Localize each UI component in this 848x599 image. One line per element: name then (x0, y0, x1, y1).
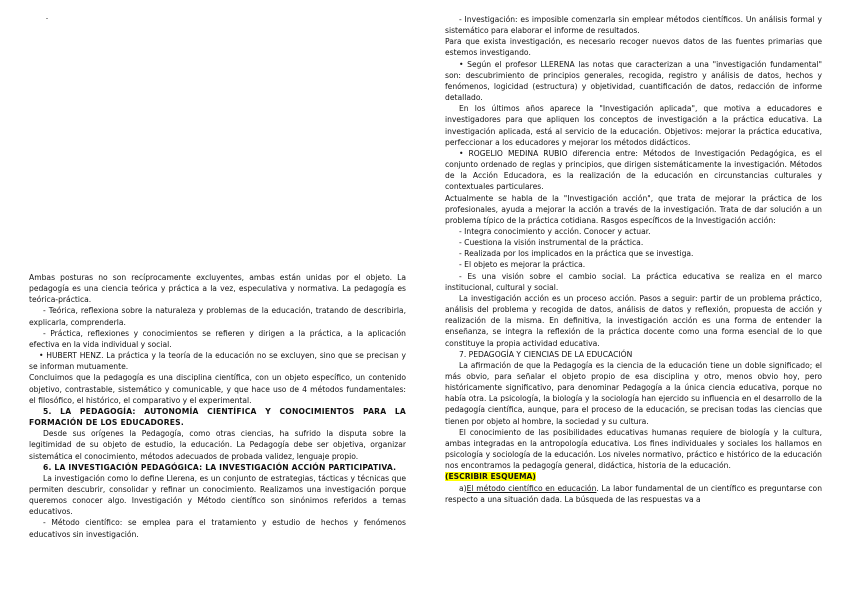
paragraph: - Teórica, reflexiona sobre la naturaleza y problemas de la educación, tratando de describirla, explicarla, comprenderla. (29, 306, 406, 327)
list-item: - Cuestiona la visión instrumental de la práctica. (459, 238, 644, 248)
highlighted-note: (ESCRIBIR ESQUEMA) (445, 472, 536, 482)
paragraph: La afirmación de que la Pedagogía es la ciencia de la educación tiene un doble significado; el más obvio, para señalar el objeto propio de esa disciplina y otro, menos obvio hoy, pero históricamente significativo, para denominar Pedagogía a la única ciencia educativa, porque no había otra. La psicología, la biología y la sociología han ejercido su influencia en el desarrollo de la pedagogía científica, aunque, para el proceso de la educación, se precisan todas las ciencias que tienen por objeto al hombre, la sociedad y su cultura. (445, 360, 822, 426)
item-text: . La labor fundamental de un científico es preguntarse con respecto a una situación dada. La búsqueda de las respuestas va a (445, 483, 823, 504)
list-item: - El objeto es mejorar la práctica. (459, 260, 586, 270)
right-column (445, 14, 822, 505)
paragraph: - Práctica, reflexiones y conocimientos se refieren y dirigen a la práctica, a la aplicación efectiva en la vida individual y social. (29, 328, 406, 349)
paragraph: • HUBERT HENZ. La práctica y la teoría de la educación no se excluyen, sino que se precisan y se informan mutuamente. (29, 351, 406, 372)
highlight-line (445, 471, 822, 482)
paragraph: El conocimiento de las posibilidades educativas humanas requiere de biología y la cultura, ambas integradas en la antropología educativa. Los fines individuales y sociales los hallamos en psicología y sociología de la educación. Los niveles normativo, práctico e histórico de la educación nos encontramos la pedagogía general, didáctica, historia de la educación. (445, 427, 822, 471)
paragraph: - Investigación: es imposible comenzarla sin emplear métodos científicos. Un análisis formal y sistemático para elaborar el informe de resultados. (445, 15, 822, 36)
paragraph: • ROGELIO MEDINA RUBIO diferencia entre: Métodos de Investigación Pedagógica, es el conjunto ordenado de reglas y principios, que dirigen sistemáticamente la investigación. Métodos de la Acción Educadora, es la realización de la educación en circunstancias culturales y contextuales particulares. (445, 148, 822, 192)
paragraph: Actualmente se habla de la "Investigación acción", que trata de mejorar la práctica de los profesionales, ayuda a mejorar la acción a través de la investigación. Trata de dar solución a un problema típico de la práctica cotidiana. Rasgos específicos de la Investigación acción: (445, 193, 822, 225)
paragraph: • Según el profesor LLERENA las notas que caracterizan a una "investigación fundamental" son: descubrimiento de principios generales, recogida, registro y análisis de datos, hechos y fenómenos, logicidad (estructura) y objetividad, cuantificación de datos, redacción de informe detallado. (445, 59, 822, 103)
paragraph: Para que exista investigación, es necesario recoger nuevos datos de las fuentes primarias que estemos investigando. (445, 37, 822, 58)
paragraph: La investigación como lo define Llerena, es un conjunto de estrategias, tácticas y técnicas que permiten descubrir, consolidar y refinar un conocimiento. Realizamos una investigación porque queremos conocer algo. Investigación y Método científico son sinónimos referidos a temas educativos. (29, 473, 406, 517)
paragraph: Desde sus orígenes la Pedagogía, como otras ciencias, ha sufrido la disputa sobre la legitimidad de su objeto de estudio, la educación. La Pedagogía debe ser objetiva, organizar sistemática el conocimiento, métodos adecuados de probada validez, lenguaje propio. (29, 429, 406, 461)
list-item: - Realizada por los implicados en la práctica que se investiga. (459, 249, 694, 259)
list-item: - Integra conocimiento y acción. Conocer y actuar. (459, 226, 651, 236)
paragraph: Ambas posturas no son recíprocamente excluyentes, ambas están unidas por el objeto. La pedagogía es una ciencia teórica y práctica a la vez, especulativa y normativa. La pedagogía es teórica-práctica. (29, 273, 406, 305)
section-heading: 7. PEDAGOGÍA Y CIENCIAS DE LA EDUCACIÓN (459, 349, 633, 359)
paragraph: Concluimos que la pedagogía es una disciplina científica, con un objeto específico, un contenido objetivo, contrastable, sistemático y comunicable, y que hace uso de 4 métodos fundamentales: el filosófico, el histórico, el comparativo y el experimental. (29, 373, 406, 405)
paragraph: En los últimos años aparece la "Investigación aplicada", que motiva a educadores e investigadores para que apliquen los conceptos de investigación a la práctica educativa. La investigación aplicada, está al servicio de la educación. Objetivos: mejorar la práctica educativa, perfeccionar a los educadores y mejorar los métodos didácticos. (445, 104, 822, 147)
list-item: - Es una visión sobre el cambio social. La práctica educativa se realiza en el marco institucional, cultural y social. (445, 271, 822, 292)
paragraph: La investigación acción es un proceso acción. Pasos a seguir: partir de un problema práctico, análisis del problema y recogida de datos, análisis de datos y reflexión, propuesta de acción y realización de la misma. En definitiva, la investigación acción es una forma de entender la enseñanza, se integra la reflexión de la práctica docente como una forma esencial de lo que constituye la propia actividad educativa. (445, 293, 822, 348)
left-column (29, 272, 406, 540)
paragraph (445, 483, 822, 505)
underlined-title: El método científico en educación (466, 483, 597, 493)
section-heading: 5. LA PEDAGOGÍA: AUTONOMÍA CIENTÍFICA Y CONOCIMIENTOS PARA LA FORMACIÓN DE LOS EDUCADORES. (29, 406, 406, 428)
paragraph: - Método científico: se emplea para el tratamiento y estudio de hechos y fenómenos educativos sin investigación. (29, 518, 406, 539)
section-heading: 6. LA INVESTIGACIÓN PEDAGÓGICA: LA INVESTIGACIÓN ACCIÓN PARTICIPATIVA. (43, 462, 397, 472)
stray-mark (46, 18, 48, 19)
item-marker: a) (459, 483, 467, 493)
